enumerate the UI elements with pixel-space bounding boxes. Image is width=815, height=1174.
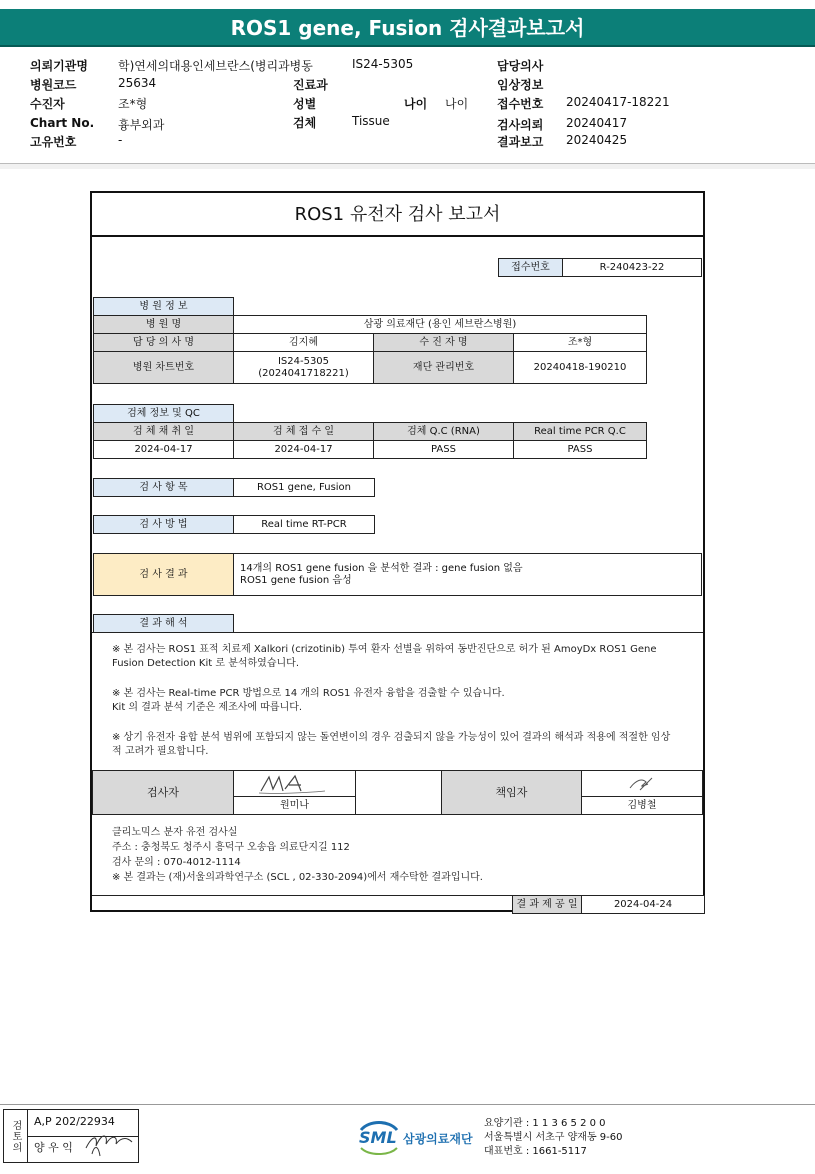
report-patient-label: 수 진 자 명 — [373, 333, 514, 352]
age-label: 나이 — [404, 97, 428, 111]
request-date-label: 검사의뢰 — [497, 118, 544, 132]
responsible-signature — [581, 770, 703, 797]
interp-paragraph-1 — [112, 643, 697, 671]
provided-date-value: 2024-04-24 — [581, 895, 705, 914]
reviewer-name: 양 우 익 — [34, 1141, 73, 1154]
reviewer-signature — [82, 1126, 138, 1160]
responsible-name: 김병철 — [581, 796, 703, 815]
tester-name: 원미나 — [233, 796, 356, 815]
footer-address: 서울특별시 서초구 양재동 9-60 — [484, 1132, 623, 1143]
unique-label: 고유번호 — [30, 135, 77, 149]
patient-value: 조*형 — [118, 97, 148, 111]
specimen-header-4: Real time PCR Q.C — [513, 422, 647, 441]
sml-logo — [357, 1118, 475, 1156]
hospital-code-label: 병원코드 — [30, 78, 77, 92]
responsible-signature-mark — [622, 774, 662, 794]
footer-divider — [0, 1104, 815, 1105]
approval-number: A,P 202/22934 — [34, 1115, 115, 1128]
result-label: 검 사 결 과 — [93, 553, 234, 596]
interp-p2-line2: Kit 의 결과 분석 기준은 제조사에 따릅니다. — [112, 702, 303, 713]
doctor-value: 김지혜 — [233, 333, 374, 352]
stamp-label: 검토의 — [10, 1119, 21, 1153]
footer-contact — [484, 1117, 623, 1159]
interp-paragraph-2 — [112, 687, 697, 715]
chart-no-line1: IS24-5305 — [277, 355, 330, 367]
mgmt-no-value: 20240418-190210 — [513, 351, 647, 384]
lab-note: ※ 본 결과는 (재)서울의과학연구소 (SCL , 02-330-2094)에서 재수탁한 결과입니다. — [112, 872, 483, 883]
tester-signature-mark — [255, 773, 335, 795]
institution-value: 학)연세의대용인세브란스(병리과병동 — [118, 59, 313, 73]
signature-blank — [355, 770, 442, 815]
institution-label: 의뢰기관명 — [30, 59, 88, 73]
test-item-value: ROS1 gene, Fusion — [233, 478, 375, 497]
receipt-value: 20240417-18221 — [566, 95, 670, 109]
interp-p1-line2: Fusion Detection Kit 로 분석하였습니다. — [112, 658, 299, 669]
logo-text: SML — [359, 1128, 397, 1147]
responsible-label: 책임자 — [441, 770, 582, 815]
lab-name: 클리노믹스 분자 유전 검사실 — [112, 827, 238, 838]
interp-p1-line1: ※ 본 검사는 ROS1 표적 치료제 Xalkori (crizotinib) 투여 환자 선별을 위하여 동반진단으로 허가 된 AmoyDx ROS1 Gene — [112, 644, 657, 655]
test-item-label: 검 사 항 목 — [93, 478, 234, 497]
page-title: ROS1 gene, Fusion 검사결과보고서 — [230, 16, 585, 40]
report-date-value: 20240425 — [566, 133, 628, 147]
report-date-label: 결과보고 — [497, 135, 544, 149]
tester-signature — [233, 770, 356, 797]
doctor-label: 담 당 의 사 명 — [93, 333, 234, 352]
interp-paragraph-3 — [112, 731, 697, 759]
ward-code-value: IS24-5305 — [352, 57, 414, 71]
interp-p3-line2: 적 고려가 필요합니다. — [112, 746, 209, 757]
patient-label: 수진자 — [30, 97, 65, 111]
interp-divider — [92, 632, 703, 633]
age-value: 나이 — [445, 97, 469, 111]
specimen-value-2: 2024-04-17 — [233, 440, 374, 459]
hospital-code-value: 25634 — [118, 76, 157, 90]
department-label: 진료과 — [293, 78, 328, 92]
chart-no-label: 병원 차트번호 — [93, 351, 234, 384]
lab-phone: 검사 문의 : 070-4012-1114 — [112, 857, 241, 868]
interp-p2-line1: ※ 본 검사는 Real-time PCR 방법으로 14 개의 ROS1 유전자 융합을 검출할 수 있습니다. — [112, 688, 505, 699]
specimen-label: 검체 — [293, 116, 317, 130]
result-value — [233, 553, 702, 596]
chart-no-line2: (2024041718221) — [258, 367, 349, 379]
result-line-1: 14개의 ROS1 gene fusion 을 분석한 결과 : gene fusion 없음 — [240, 562, 523, 574]
report-receipt-label: 접수번호 — [498, 258, 563, 277]
footer-phone: 대표번호 : 1661-5117 — [484, 1146, 587, 1157]
review-stamp — [3, 1109, 139, 1163]
chart-label: Chart No. — [30, 116, 95, 130]
institution-number: 요양기관 : 1 1 3 6 5 2 0 0 — [484, 1118, 606, 1129]
chart-no-value — [233, 351, 374, 384]
report-title: ROS1 유전자 검사 보고서 — [92, 193, 703, 237]
mgmt-no-label: 재단 관리번호 — [373, 351, 514, 384]
foundation-name: 삼광의료재단 — [403, 1132, 473, 1146]
specimen-header-3: 검체 Q.C (RNA) — [373, 422, 514, 441]
test-method-value: Real time RT-PCR — [233, 515, 375, 534]
interp-section-header: 결 과 해 석 — [93, 614, 234, 633]
specimen-value: Tissue — [352, 114, 390, 128]
specimen-value-1: 2024-04-17 — [93, 440, 234, 459]
attending-label: 담당의사 — [497, 59, 544, 73]
specimen-section-header: 검체 정보 및 QC — [93, 404, 234, 423]
sex-label: 성별 — [293, 97, 317, 111]
report-receipt-value: R-240423-22 — [562, 258, 702, 277]
interp-p3-line1: ※ 상기 유전자 융합 분석 범위에 포함되지 않는 돌연변이의 경우 검출되지 않을 가능성이 있어 결과의 해석과 적용에 적절한 임상 — [112, 732, 671, 743]
hospital-name-label: 병 원 명 — [93, 315, 234, 334]
specimen-value-3: PASS — [373, 440, 514, 459]
specimen-header-2: 검 체 접 수 일 — [233, 422, 374, 441]
lab-info — [112, 826, 697, 885]
specimen-header-1: 검 체 채 취 일 — [93, 422, 234, 441]
hospital-name-value: 삼광 의료재단 (용인 세브란스병원) — [233, 315, 647, 334]
lab-address: 주소 : 충청북도 청주시 흥덕구 오송읍 의료단지길 112 — [112, 842, 350, 853]
unique-value: - — [118, 133, 123, 147]
test-method-label: 검 사 방 법 — [93, 515, 234, 534]
result-line-2: ROS1 gene fusion 음성 — [240, 574, 352, 586]
request-date-value: 20240417 — [566, 116, 628, 130]
header-divider — [0, 163, 815, 169]
tester-label: 검사자 — [92, 770, 234, 815]
title-bar — [0, 9, 815, 47]
chart-value: 흉부외과 — [118, 118, 165, 132]
provided-date-label: 결 과 제 공 일 — [512, 895, 582, 914]
clinical-info-label: 임상정보 — [497, 78, 544, 92]
specimen-value-4: PASS — [513, 440, 647, 459]
report-patient-value: 조*형 — [513, 333, 647, 352]
receipt-label: 접수번호 — [497, 97, 544, 111]
hospital-section-header: 병 원 정 보 — [93, 297, 234, 316]
